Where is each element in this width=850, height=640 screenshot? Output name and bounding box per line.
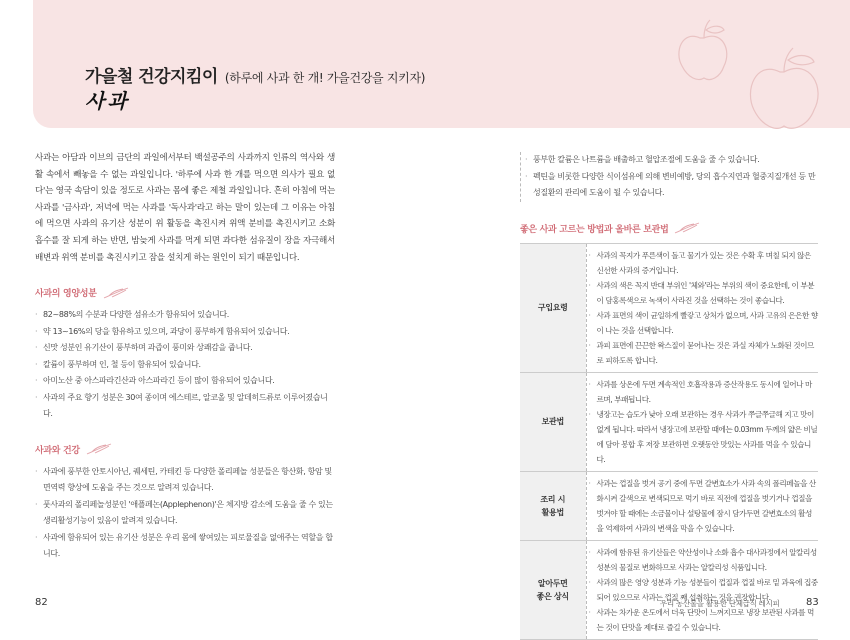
left-column bbox=[35, 150, 335, 563]
list-item: · 사과에 함유된 유기산들은 약산성이나 소화 흡수 대사과정에서 알칼리성 성분의 물질로 변화하므로 사과는 알칼리성 식품입니다. bbox=[589, 545, 819, 575]
fruit-heading: 사과 bbox=[85, 89, 130, 113]
row-category: 구입요령 bbox=[520, 243, 586, 372]
list-item: · 사과에 풍부한 안토시아닌, 퀘세틴, 카테킨 등 다양한 폴리페놀 성분들은 항산화, 항암 및 면역력 향상에 도움을 주는 것으로 알려져 있습니다. bbox=[35, 464, 335, 497]
row-description bbox=[586, 243, 818, 372]
row-category bbox=[520, 471, 586, 540]
list-item: · 사과의 색은 꼭지 반대 부위인 '체와'라는 부위의 색이 중요한데, 이 부분이 담홍록색으로 녹색이 사라진 것을 선택하는 것이 좋습니다. bbox=[589, 278, 819, 308]
feather-icon bbox=[674, 222, 700, 234]
header-band bbox=[33, 0, 850, 128]
feather-icon bbox=[103, 287, 129, 299]
table-row bbox=[520, 540, 818, 639]
page-number-left: 82 bbox=[35, 597, 48, 608]
title-subtitle: (하루에 사과 한 개! 가을건강을 지키자) bbox=[224, 71, 426, 85]
row-category: 보관법 bbox=[520, 372, 586, 471]
footer-caption: 우리 농산물을 활용한 단체급식 레시피 bbox=[660, 599, 780, 608]
list-item: · 사과는 차가운 온도에서 더욱 단맛이 느껴지므로 냉장 보관된 사과를 먹는 것이 단맛을 제대로 즐길 수 있습니다. bbox=[589, 605, 819, 635]
nutrition-section-title bbox=[35, 286, 335, 299]
list-item: · 사과의 주요 향기 성분은 30여 종이며 에스테르, 알코올 및 알데히드류로 이루어졌습니다. bbox=[35, 390, 335, 423]
list-item: · 사과 표면의 색이 균일하게 빨갛고 상처가 없으며, 사과 고유의 은은한 향이 나는 것을 선택합니다. bbox=[589, 308, 819, 338]
list-item: · 풋사과의 폴리페놀성분인 '애플페논(Applephenon)'은 체지방 감소에 도움을 줄 수 있는 생리활성기능이 있음이 알려져 있습니다. bbox=[35, 497, 335, 530]
page-title bbox=[85, 62, 425, 87]
health-list bbox=[35, 464, 335, 563]
health-list-continued bbox=[520, 152, 820, 202]
row-category bbox=[520, 540, 586, 639]
intro-paragraph: 사과는 아담과 이브의 금단의 과일에서부터 백설공주의 사과까지 인류의 역사와 생활 속에서 빼놓을 수 없는 과일입니다. '하루에 사과 한 개를 먹으면 의사가 필요 없다'는 영국 속담이 있을 정도로 사과는 몸에 좋은 제철 과일입니다. 흔히 아침에 먹는 사과를 '금사과', 저녁에 먹는 사과를 '독사과'라고 하는 말이 있는데 그 이유는 아침에 먹으면 사과의 유기산 성분이 위 활동을 촉진시켜 위액 분비를 촉진시키고 소화 흡수를 잘 되게 하는 반면, 밤늦게 사과를 먹게 되면 과다한 섬유질이 장을 자극해서 배변과 위액 분비를 촉진시키고 잠을 설치게 하는 원인이 되기 때문입니다. bbox=[35, 153, 335, 263]
list-item: · 사과를 상온에 두면 계속적인 호흡작용과 증산작용도 동시에 일어나 마르며, 부패됩니다. bbox=[589, 377, 819, 407]
guide-title-text: 좋은 사과 고르는 방법과 올바른 보관법 bbox=[520, 224, 669, 235]
list-item: · 사과의 많은 영양 성분과 기능 성분들이 껍질과 껍질 바로 밑 과육에 집중되어 있으므로 사과는 껍질 째 섭취하는 것을 권장합니다. bbox=[589, 575, 819, 605]
right-column bbox=[520, 152, 820, 640]
health-section-title bbox=[35, 443, 335, 456]
nutrition-list bbox=[35, 307, 335, 423]
health-title-text: 사과와 건강 bbox=[35, 445, 80, 456]
page-number-right: 83 bbox=[806, 597, 819, 608]
row-description bbox=[586, 540, 818, 639]
list-item: · 신맛 성분인 유기산이 풍부하며 과즙이 풍미와 상쾌감을 줍니다. bbox=[35, 340, 335, 357]
list-item: · 사과의 꼭지가 푸른색이 돌고 물기가 있는 것은 수확 후 며칠 되지 않은 신선한 사과의 증거입니다. bbox=[589, 248, 819, 278]
list-item: · 냉장고는 습도가 낮아 오래 보관하는 경우 사과가 쭈글쭈글해 지고 맛이 없게 됩니다. 따라서 냉장고에 보관할 때에는 0.03mm 두께의 얇은 비닐에 담아 봉합 후 저장 보관하면 오랫동안 맛있는 사과를 먹을 수 있습니다. bbox=[589, 407, 819, 467]
table-row bbox=[520, 243, 818, 372]
title-main: 가을철 건강지킴이 bbox=[85, 67, 218, 87]
row-description bbox=[586, 471, 818, 540]
row-description bbox=[586, 372, 818, 471]
list-item: · 풍부한 칼륨은 나트륨을 배출하고 혈압조절에 도움을 줄 수 있습니다. bbox=[525, 152, 820, 169]
list-item: · 아미노산 중 아스파라긴산과 아스파라긴 등이 많이 함유되어 있습니다. bbox=[35, 373, 335, 390]
guide-section-title bbox=[520, 222, 820, 235]
category-line: 알아두면 좋은 상식 bbox=[536, 578, 569, 601]
table-row bbox=[520, 372, 818, 471]
list-item: · 사과는 껍질을 벗겨 공기 중에 두면 갈변효소가 사과 속의 폴리페놀을 산화시켜 갈색으로 변색되므로 먹기 바로 직전에 껍질을 벗기거나 껍질을 벗겨야 할 때에는 소금물이나 설탕물에 잠시 담가두면 갈변효소의 활성을 억제하여 사과의 변색을 막을 수 있습니다. bbox=[589, 476, 819, 536]
category-line: 조리 시 활용법 bbox=[540, 494, 566, 517]
nutrition-title-text: 사과의 영양성분 bbox=[35, 289, 97, 300]
list-item: · 약 13~16%의 당을 함유하고 있으며, 과당이 풍부하게 함유되어 있습니다. bbox=[35, 324, 335, 341]
list-item: · 칼륨이 풍부하며 인, 철 등이 함유되어 있습니다. bbox=[35, 357, 335, 374]
list-item: · 과피 표면에 끈끈한 왁스질이 묻어나는 것은 과실 자체가 노화된 것이므로 피하도록 합니다. bbox=[589, 338, 819, 368]
apple-illustration-icon bbox=[660, 0, 850, 128]
guide-table bbox=[520, 243, 818, 640]
list-item: · 사과에 함유되어 있는 유기산 성분은 우리 몸에 쌓여있는 피로물질을 없애주는 역할을 합니다. bbox=[35, 530, 335, 563]
list-item: · 82~88%의 수분과 다양한 섬유소가 함유되어 있습니다. bbox=[35, 307, 335, 324]
feather-icon bbox=[86, 443, 112, 455]
list-item: · 펙틴을 비롯한 다양한 식이섬유에 의해 변비예방, 당의 흡수지연과 혈중지질개선 등 만성질환의 관리에 도움이 될 수 있습니다. bbox=[525, 169, 820, 202]
table-row bbox=[520, 471, 818, 540]
